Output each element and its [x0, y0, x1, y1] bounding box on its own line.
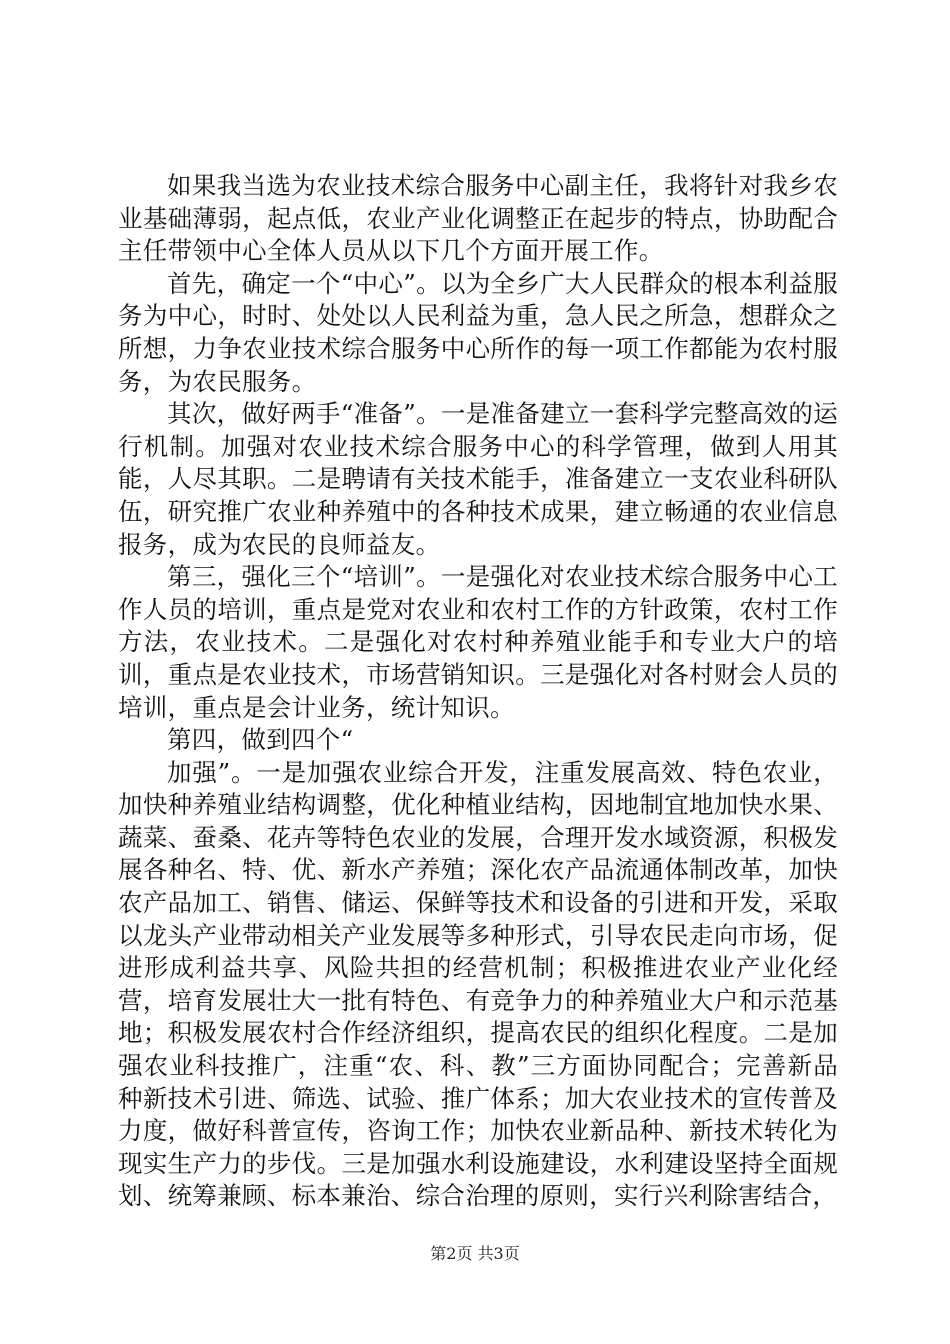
paragraph-third-training: 第三，强化三个“培训”。一是强化对农业技术综合服务中心工作人员的培训，重点是党对农业和农村工作的方针政策，农村工作方法，农业技术。二是强化对农村种养殖业能手和专业大户的培训，重点是农业技术，市场营销知识。三是强化对各村财会人员的培训，重点是会计业务，统计知识。: [118, 562, 838, 722]
paragraph-first-center: 首先，确定一个“中心”。以为全乡广大人民群众的根本利益服务为中心，时时、处处以人民利益为重，急人民之所急，想群众之所想，力争农业技术综合服务中心所作的每一项工作都能为农村服务，为农民服务。: [118, 268, 838, 396]
document-body: [118, 170, 838, 1213]
paragraph-intro: 如果我当选为农业技术综合服务中心副主任，我将针对我乡农业基础薄弱，起点低，农业产业化调整正在起步的特点，协助配合主任带领中心全体人员从以下几个方面开展工作。: [118, 171, 838, 266]
paragraph-fourth-heading: 第四，做到四个“: [167, 725, 354, 755]
paragraph-second-preparation: 其次，做好两手“准备”。一是准备建立一套科学完整高效的运行机制。加强对农业技术综合服务中心的科学管理，做到人用其能，人尽其职。二是聘请有关技术能手，准备建立一支农业科研队伍，研究推广农业种养殖中的各种技术成果，建立畅通的农业信息报务，成为农民的良师益友。: [118, 399, 838, 559]
paragraph-fourth-strengthen: 加强”。一是加强农业综合开发，注重发展高效、特色农业，加快种养殖业结构调整，优化种植业结构，因地制宜地加快水果、蔬菜、蚕桑、花卉等特色农业的发展，合理开发水域资源，积极发展各种名、特、优、新水产养殖；深化农产品流通体制改革，加快农产品加工、销售、储运、保鲜等技术和设备的引进和开发，采取以龙头产业带动相关产业发展等多种形式，引导农民走向市场，促进形成利益共享、风险共担的经营机制；积极推进农业产业化经营，培育发展壮大一批有特色、有竞争力的种养殖业大户和示范基地；积极发展农村合作经济组织，提高农民的组织化程度。二是加强农业科技推广，注重“农、科、教”三方面协同配合；完善新品种新技术引进、筛选、试验、推广体系；加大农业技术的宣传普及力度，做好科普宣传，咨询工作；加快农业新品种、新技术转化为现实生产力的步伐。三是加强水利设施建设，水利建设坚持全面规划、统筹兼顾、标本兼治、综合治理的原则，实行兴利除害结合，: [118, 757, 838, 1211]
page-number-footer: 第2页 共3页: [430, 1244, 520, 1263]
